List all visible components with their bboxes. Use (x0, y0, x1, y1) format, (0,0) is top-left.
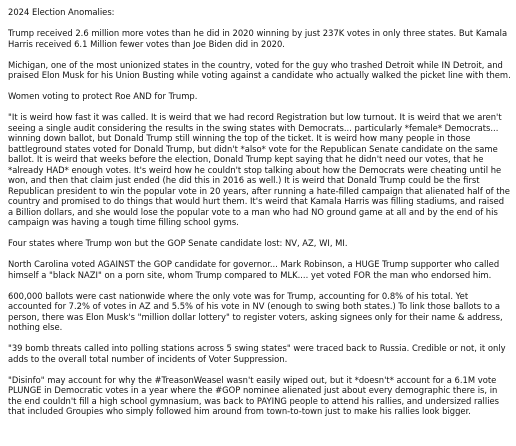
paragraph-disinfo: "Disinfo" may account for why the #TreasonWeasel wasn't easily wiped out, but it *doesn't* account for a 6.1M vote PLUNGE in Democratic votes in a year where the #GOP nominee alienated just about every demographic there is, in the end couldn't fill a high school gymnasium, was back to PAYING people to attend his rallies, and undersized rallies that included Groupies who simply followed him around from town-to-town just to make his rallies look bigger. (8, 374, 500, 416)
document-heading: 2024 Election Anomalies: (8, 7, 115, 17)
paragraph-it-is-weird-quote: "It is weird how fast it was called. It is weird that we had record Registration but low turnout. It is weird that we aren't seeing a single audit considering the results in the swing states with Democrats... particularly *female* Democrats... winning down ballot, but Donald Trump still winning the top of the ticket. It is weird how many people in those battleground states voted for Donald Trump, but didn't *also* vote for the Republican Senate candidate on the same ballot. It is weird that weeks before the election, Donald Trump kept saying that he didn't need our votes, that he *already HAD* enough votes. It's weird how he couldn't stop talking about how the Democrats were cheating until he won, and then that claim just ended (he did this in 2016 as well.) It is weird that Donald Trump could be the first Republican president to win the popular vote in 20 years, after running a hate-filled campaign that alienated half of the country and promised to do things that would hurt them. It's weird that Kamala Harris was filling stadiums, and raised a Billion dollars, and she would lose the popular vote to a man who had NO ground game at all and by the end of his campaign was having a tough time filling school gyms. (8, 112, 510, 227)
paragraph-women-roe: Women voting to protect Roe AND for Trump. (8, 91, 198, 101)
paragraph-four-states: Four states where Trump won but the GOP Senate candidate lost: NV, AZ, WI, MI. (8, 238, 348, 248)
paragraph-bomb-threats: "39 bomb threats called into polling stations across 5 swing states" were traced back to Russia. Credible or not, it only adds to the overall total number of incidents of Voter Suppression. (8, 343, 506, 364)
paragraph-vote-totals: Trump received 2.6 million more votes than he did in 2020 winning by just 237K votes in only three states. But Kamala Harris received 6.1 Million fewer votes than Joe Biden did in 2020. (8, 28, 508, 49)
document-body (8, 7, 511, 427)
paragraph-600k-ballots: 600,000 ballots were cast nationwide where the only vote was for Trump, accounting for 0.8% of his total. Yet accounted for 7.2% of votes in AZ and 5.5% of his vote in NV (enough to swing both states.) To link those ballots to a person, there was Elon Musk's "million dollar lottery" to register voters, asking signees only for their name & address, nothing else. (8, 290, 503, 332)
paragraph-north-carolina: North Carolina voted AGAINST the GOP candidate for governor... Mark Robinson, a HUGE Trump supporter who called himself a "black NAZI" on a porn site, whom Trump compared to MLK.... yet voted FOR the man who endorsed him. (8, 259, 500, 280)
paragraph-michigan: Michigan, one of the most unionized states in the country, voted for the guy who trashed Detroit while IN Detroit, and praised Elon Musk for his Union Busting while voting against a candidate who actually walked the picket line with them. (8, 59, 511, 80)
